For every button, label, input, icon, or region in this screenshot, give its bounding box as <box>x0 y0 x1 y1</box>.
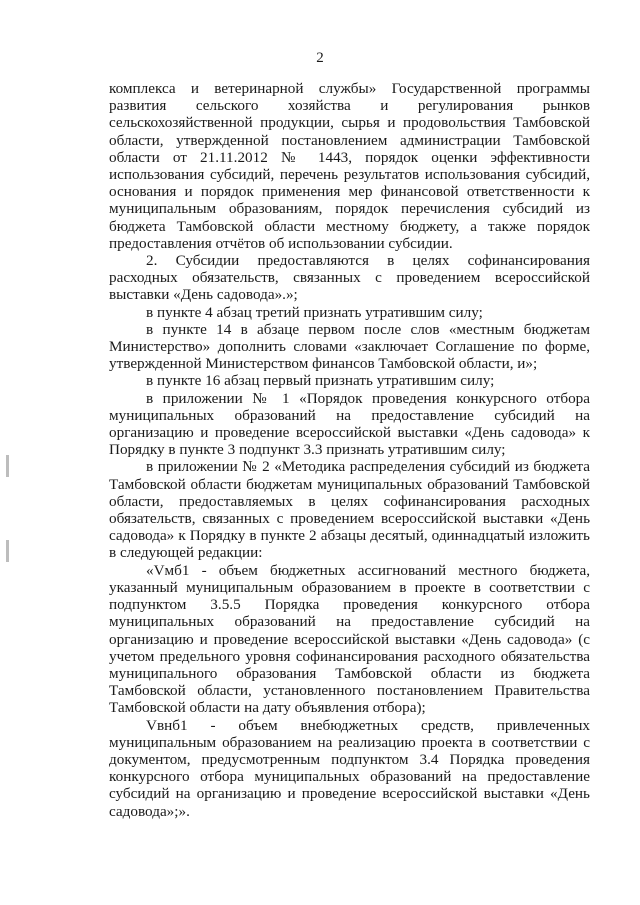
paragraph: «Vмб1 - объем бюджетных ассигнований местного бюджета, указанный муниципальным образованием в проекте в соответствии с подпунктом 3.5.5 Порядка проведения конкурсного отбора муниципальных образований на предоставление субсидий на организацию и проведение всероссийской выставки «День садовода» (с учетом предельного уровня софинансирования расходного обязательства муниципального образования Тамбовской области из бюджета Тамбовской области, установленного постановлением Правительства Тамбовской области на дату объявления отбора); <box>109 561 590 717</box>
paragraph: 2. Субсидии предоставляются в целях софинансирования расходных обязательств, связанных с проведением всероссийской выставки «День садовода».»; <box>109 252 590 304</box>
paragraph: в пункте 4 абзац третий признать утратившим силу; <box>146 303 483 321</box>
paragraph: в пункте 14 в абзаце первом после слов «местным бюджетам Министерство» дополнить словами «заключает Соглашение по форме, утвержденной Министерством финансов Тамбовской области, и»; <box>109 320 590 373</box>
paragraph: в приложении № 2 «Методика распределения субсидий из бюджета Тамбовской области бюджетам муниципальных образований Тамбовской области, предоставляемых в целях софинансирования расходных обязательств, связанных с проведением всероссийской выставки «День садовода» к Порядку в пункте 2 абзацы десятый, одиннадцатый изложить в следующей редакции: <box>109 458 590 562</box>
scan-margin-mark <box>6 540 9 562</box>
paragraph: в приложении № 1 «Порядок проведения конкурсного отбора муниципальных образований на предоставление субсидий на организацию и проведение всероссийской выставки «День садовода» к Порядку в пункте 3 подпункт 3.3 признать утратившим силу; <box>109 389 590 459</box>
document-body <box>109 80 590 820</box>
paragraph: комплекса и ветеринарной службы» Государственной программы развития сельского хозяйства и регулирования рынков сельскохозяйственной продукции, сырья и продовольствия Тамбовской области, утвержденной постановлением администрации Тамбовской области от 21.11.2012 № 1443, порядок оценки эффективности использования субсидий, перечень результатов использования субсидий, основания и порядок применения мер финансовой ответственности к муниципальным образованиям, порядок перечисления субсидий из бюджета Тамбовской области местному бюджету, а также порядок предоставления отчётов об использовании субсидии. <box>109 80 590 252</box>
scan-margin-mark <box>6 455 9 477</box>
page-number: 2 <box>316 50 324 66</box>
paragraph: в пункте 16 абзац первый признать утратившим силу; <box>146 372 495 390</box>
paragraph: Vвнб1 - объем внебюджетных средств, привлеченных муниципальным образованием на реализацию проекта в соответствии с документом, предусмотренным подпунктом 3.4 Порядка проведения конкурсного отбора муниципальных образований на предоставление субсидий на организацию и проведение всероссийской выставки «День садовода»;». <box>109 716 590 820</box>
